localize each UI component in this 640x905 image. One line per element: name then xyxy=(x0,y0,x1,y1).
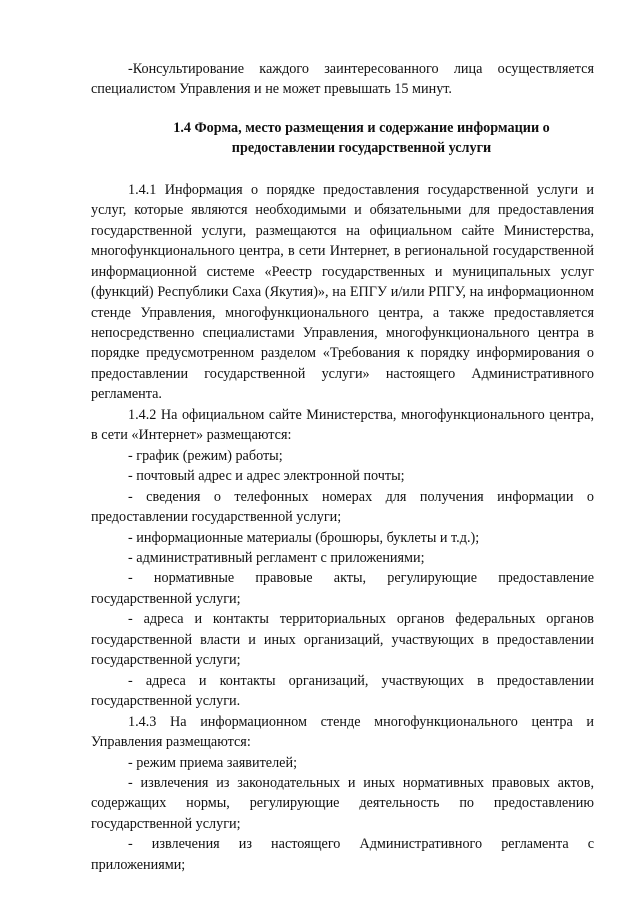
document-page xyxy=(91,59,594,875)
list-item-phone-numbers: - сведения о телефонных номерах для получения информации о предоставлении государственной услуги; xyxy=(91,488,594,526)
list-item-organizations: - адреса и контакты организаций, участвующих в предоставлении государственной услуги. xyxy=(91,672,594,710)
list-item-schedule: - график (режим) работы; xyxy=(128,447,283,464)
list-item-federal-bodies: - адреса и контакты территориальных органов федеральных органов государственной власти и иных организаций, участвующих в предоставлении государственной услуги; xyxy=(91,611,594,669)
list-item-info-materials: - информационные материалы (брошюры, буклеты и т.д.); xyxy=(128,529,480,546)
section-heading: 1.4 Форма, место размещения и содержание информации о предоставлении государственной услуги xyxy=(173,119,550,157)
paragraph-1-4-2: 1.4.2 На официальном сайте Министерства, многофункционального центра, в сети «Интернет» размещаются: xyxy=(91,406,594,444)
paragraph-1-4-1: 1.4.1 Информация о порядке предоставления государственной услуги и услуг, которые являются необходимыми и обязательными для предоставления государственной услуги, размещаются на официальном сайте Министерства, многофункционального центра, в сети Интернет, в региональной государственной информационной системе «Реестр государственных и муниципальных услуг (функций) Республики Саха (Якутия)», на ЕПГУ и/или РПГУ, на информационном стенде Управления, многофункционального центра, а также предоставляется непосредственно специалистами Управления, многофункционального центра в порядке предусмотренном разделом «Требования к порядку информирования о предоставлении государственной услуги» настоящего Административного регламента. xyxy=(91,181,594,403)
paragraph-1-4-3: 1.4.3 На информационном стенде многофункционального центра и Управления размещаются: xyxy=(91,713,594,751)
list-item-postal-address: - почтовый адрес и адрес электронной почты; xyxy=(128,468,405,485)
list-item-reception-hours: - режим приема заявителей; xyxy=(128,754,298,771)
list-item-regulation-extracts: - извлечения из настоящего Административного регламента с приложениями; xyxy=(91,836,594,873)
list-item-legislation-extracts: - извлечения из законодательных и иных нормативных правовых актов, содержащих нормы, регулирующие деятельность по предоставлению государственной услуги; xyxy=(91,774,594,832)
list-item-admin-regulation: - административный регламент с приложениями; xyxy=(128,549,425,566)
list-item-legal-acts: - нормативные правовые акты, регулирующие предоставление государственной услуги; xyxy=(91,570,594,607)
intro-paragraph: -Консультирование каждого заинтересованного лица осуществляется специалистом Управления и не может превышать 15 минут. xyxy=(91,61,594,98)
